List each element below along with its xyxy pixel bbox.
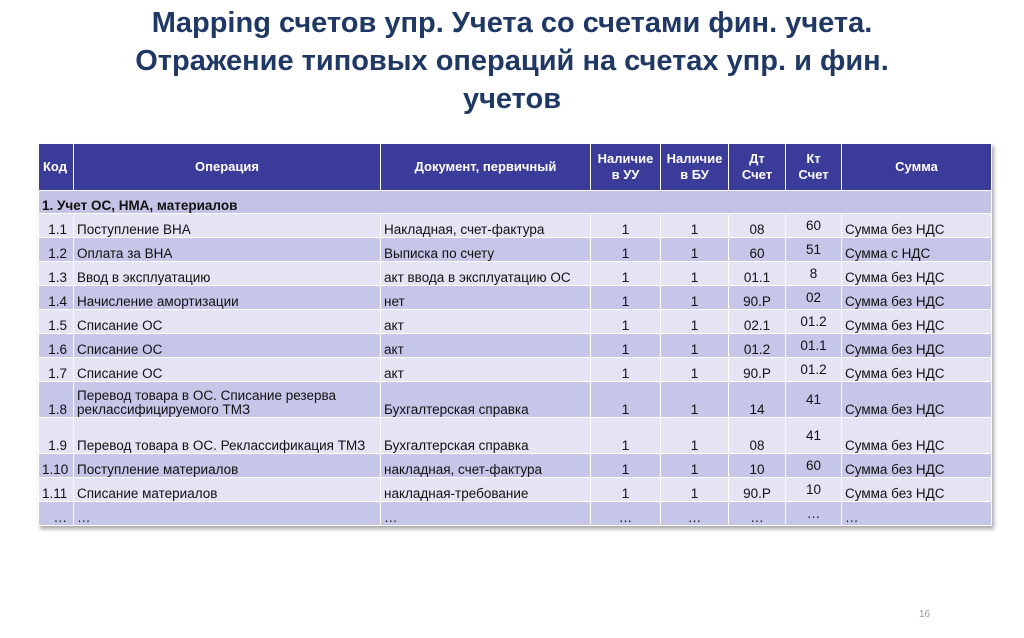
cell-document: Накладная, счет-фактура [381,214,591,238]
cell-amount: Сумма без НДС [842,454,992,478]
cell-amount: Сумма с НДС [842,238,992,262]
cell-document: … [381,502,591,526]
section-row [39,191,992,214]
cell-code: 1.2 [39,238,74,262]
cell-debit: 90.Р [729,478,786,502]
cell-operation: Перевод товара в ОС. Списание резерва реклассифицируемого ТМЗ [74,382,381,418]
cell-code: 1.11 [39,478,74,502]
cell-presence-uu: 1 [591,286,661,310]
cell-amount: Сумма без НДС [842,262,992,286]
header-presence-bu-line2: в БУ [680,167,709,182]
cell-presence-uu: 1 [591,310,661,334]
cell-document: акт [381,334,591,358]
cell-debit: 01.2 [729,334,786,358]
cell-credit: … [786,502,842,526]
title-line-1: Mapping счетов упр. Учета со счетами фин. учета. [151,7,873,39]
operations-table [38,143,992,526]
cell-credit: 60 [786,214,842,238]
cell-presence-bu: 1 [661,418,729,454]
cell-code: 1.6 [39,334,74,358]
cell-credit: 8 [786,262,842,286]
title-line-3: учетов [462,83,562,115]
cell-amount: Сумма без НДС [842,286,992,310]
cell-presence-uu: … [591,502,661,526]
table-row [39,238,992,262]
cell-document: акт ввода в эксплуатацию ОС [381,262,591,286]
cell-presence-bu: 1 [661,382,729,418]
cell-debit: … [729,502,786,526]
cell-presence-uu: 1 [591,262,661,286]
cell-operation: Списание ОС [74,310,381,334]
cell-presence-uu: 1 [591,358,661,382]
header-presence-uu-line1: Наличие [597,151,654,166]
cell-presence-bu: … [661,502,729,526]
cell-operation: Списание ОС [74,358,381,382]
cell-presence-bu: 1 [661,310,729,334]
cell-presence-uu: 1 [591,214,661,238]
table-row [39,262,992,286]
cell-debit: 08 [729,418,786,454]
cell-document: Бухгалтерская справка [381,382,591,418]
cell-code: 1.9 [39,418,74,454]
cell-credit: 01.2 [786,310,842,334]
cell-debit: 90.Р [729,358,786,382]
cell-presence-bu: 1 [661,454,729,478]
slide-title [0,4,1024,118]
cell-operation: Перевод товара в ОС. Реклассификация ТМЗ [74,418,381,454]
cell-document: акт [381,358,591,382]
table-row [39,286,992,310]
cell-operation: … [74,502,381,526]
cell-presence-bu: 1 [661,334,729,358]
cell-code: 1.4 [39,286,74,310]
page-number: 16 [919,609,931,620]
cell-document: накладная, счет-фактура [381,454,591,478]
header-amount: Сумма [842,144,992,191]
cell-amount: Сумма без НДС [842,382,992,418]
header-presence-uu-line2: в УУ [611,167,640,182]
header-debit-line2: Счет [741,167,773,182]
table-row [39,418,992,454]
header-operation: Операция [74,144,381,191]
header-document: Документ, первичный [381,144,591,191]
cell-operation: Начисление амортизации [74,286,381,310]
cell-credit: 02 [786,286,842,310]
cell-debit: 08 [729,214,786,238]
cell-amount: Сумма без НДС [842,478,992,502]
cell-amount: Сумма без НДС [842,358,992,382]
table-row [39,214,992,238]
section-label: 1. Учет ОС, НМА, материалов [39,191,992,214]
table-row [39,334,992,358]
cell-operation: Списание ОС [74,334,381,358]
cell-presence-uu: 1 [591,454,661,478]
table-header-row [39,144,992,191]
cell-presence-bu: 1 [661,262,729,286]
cell-operation: Поступление материалов [74,454,381,478]
cell-code: 1.1 [39,214,74,238]
cell-document: акт [381,310,591,334]
cell-credit: 10 [786,478,842,502]
header-presence-bu [661,144,729,191]
cell-debit: 90.Р [729,286,786,310]
header-debit-account [729,144,786,191]
cell-operation: Оплата за ВНА [74,238,381,262]
cell-code: 1.10 [39,454,74,478]
cell-presence-uu: 1 [591,382,661,418]
table-row [39,502,992,526]
cell-document: накладная-требование [381,478,591,502]
cell-document: нет [381,286,591,310]
table-row [39,478,992,502]
header-code: Код [39,144,74,191]
cell-code: 1.5 [39,310,74,334]
cell-operation: Ввод в эксплуатацию [74,262,381,286]
cell-amount: … [842,502,992,526]
header-credit-line1: Кт [806,151,821,166]
cell-operation: Поступление ВНА [74,214,381,238]
table-row [39,310,992,334]
title-line-2: Отражение типовых операций на счетах упр. и фин. [135,45,889,77]
cell-presence-bu: 1 [661,214,729,238]
cell-credit: 41 [786,418,842,454]
cell-credit: 60 [786,454,842,478]
cell-presence-uu: 1 [591,478,661,502]
cell-document: Выписка по счету [381,238,591,262]
cell-presence-bu: 1 [661,478,729,502]
header-credit-account [786,144,842,191]
cell-amount: Сумма без НДС [842,310,992,334]
cell-debit: 10 [729,454,786,478]
cell-amount: Сумма без НДС [842,214,992,238]
header-presence-bu-line1: Наличие [666,151,723,166]
cell-presence-uu: 1 [591,418,661,454]
cell-presence-uu: 1 [591,238,661,262]
cell-debit: 02.1 [729,310,786,334]
cell-debit: 60 [729,238,786,262]
cell-debit: 14 [729,382,786,418]
cell-code: … [39,502,74,526]
cell-presence-bu: 1 [661,286,729,310]
cell-presence-uu: 1 [591,334,661,358]
cell-code: 1.8 [39,382,74,418]
header-presence-uu [591,144,661,191]
cell-credit: 51 [786,238,842,262]
cell-code: 1.7 [39,358,74,382]
cell-code: 1.3 [39,262,74,286]
cell-credit: 01.1 [786,334,842,358]
header-credit-line2: Счет [798,167,829,182]
header-debit-line1: Дт [749,151,765,166]
cell-document: Бухгалтерская справка [381,418,591,454]
table-row [39,358,992,382]
cell-presence-bu: 1 [661,238,729,262]
cell-amount: Сумма без НДС [842,418,992,454]
cell-operation: Списание материалов [74,478,381,502]
table-row [39,382,992,418]
cell-credit: 41 [786,382,842,418]
cell-debit: 01.1 [729,262,786,286]
table-row [39,454,992,478]
cell-amount: Сумма без НДС [842,334,992,358]
cell-credit: 01.2 [786,358,842,382]
cell-presence-bu: 1 [661,358,729,382]
